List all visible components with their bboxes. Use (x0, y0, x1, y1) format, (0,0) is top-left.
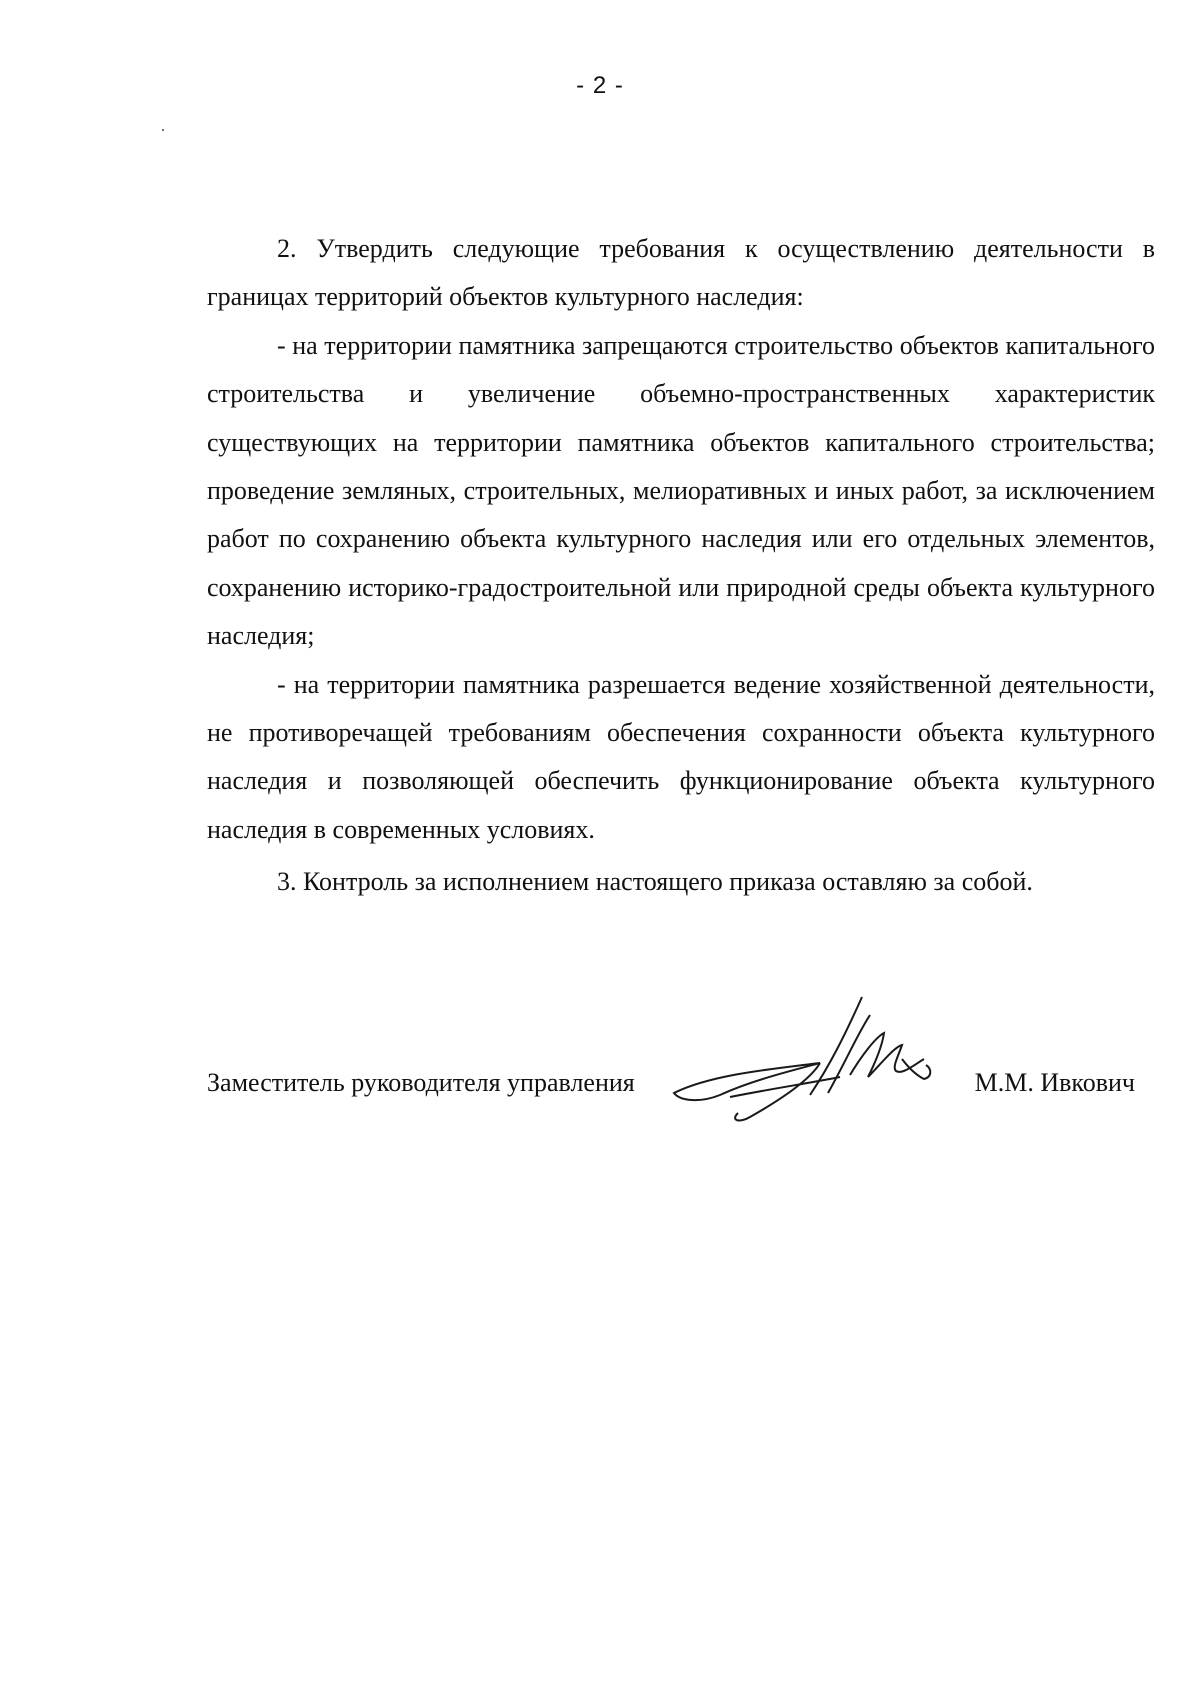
handwritten-signature (670, 985, 970, 1125)
paragraph-prohibitions: - на территории памятника запрещаются строительство объектов капитального строительства и увеличение объемно-пространственных характеристик существующих на территории памятника объектов капитального строительства; проведение земляных, строительных, мелиоративных и иных работ, за исключением работ по сохранению объекта культурного наследия или его отдельных элементов, сохранению историко-градостроительной или природной среды объекта культурного наследия; (207, 330, 1155, 651)
signatory-name: М.М. Ивкович (974, 1068, 1135, 1097)
paragraph-permissions: - на территории памятника разрешается ведение хозяйственной деятельности, не противоречащей требованиям обеспечения сохранности объекта культурного наследия и позволяющей обеспечить функционирование объекта культурного наследия в современных условиях. (207, 669, 1155, 844)
paragraph-item-3: 3. Контроль за исполнением настоящего приказа оставляю за собой. (277, 867, 1033, 897)
document-body (207, 225, 1155, 907)
page-number: - 2 - (576, 72, 624, 99)
signatory-position: Заместитель руководителя управления (207, 1068, 635, 1097)
scan-speck (162, 129, 164, 131)
paragraph-item-2: 2. Утвердить следующие требования к осуществлению деятельности в границах территорий объектов культурного наследия: (207, 234, 1155, 312)
